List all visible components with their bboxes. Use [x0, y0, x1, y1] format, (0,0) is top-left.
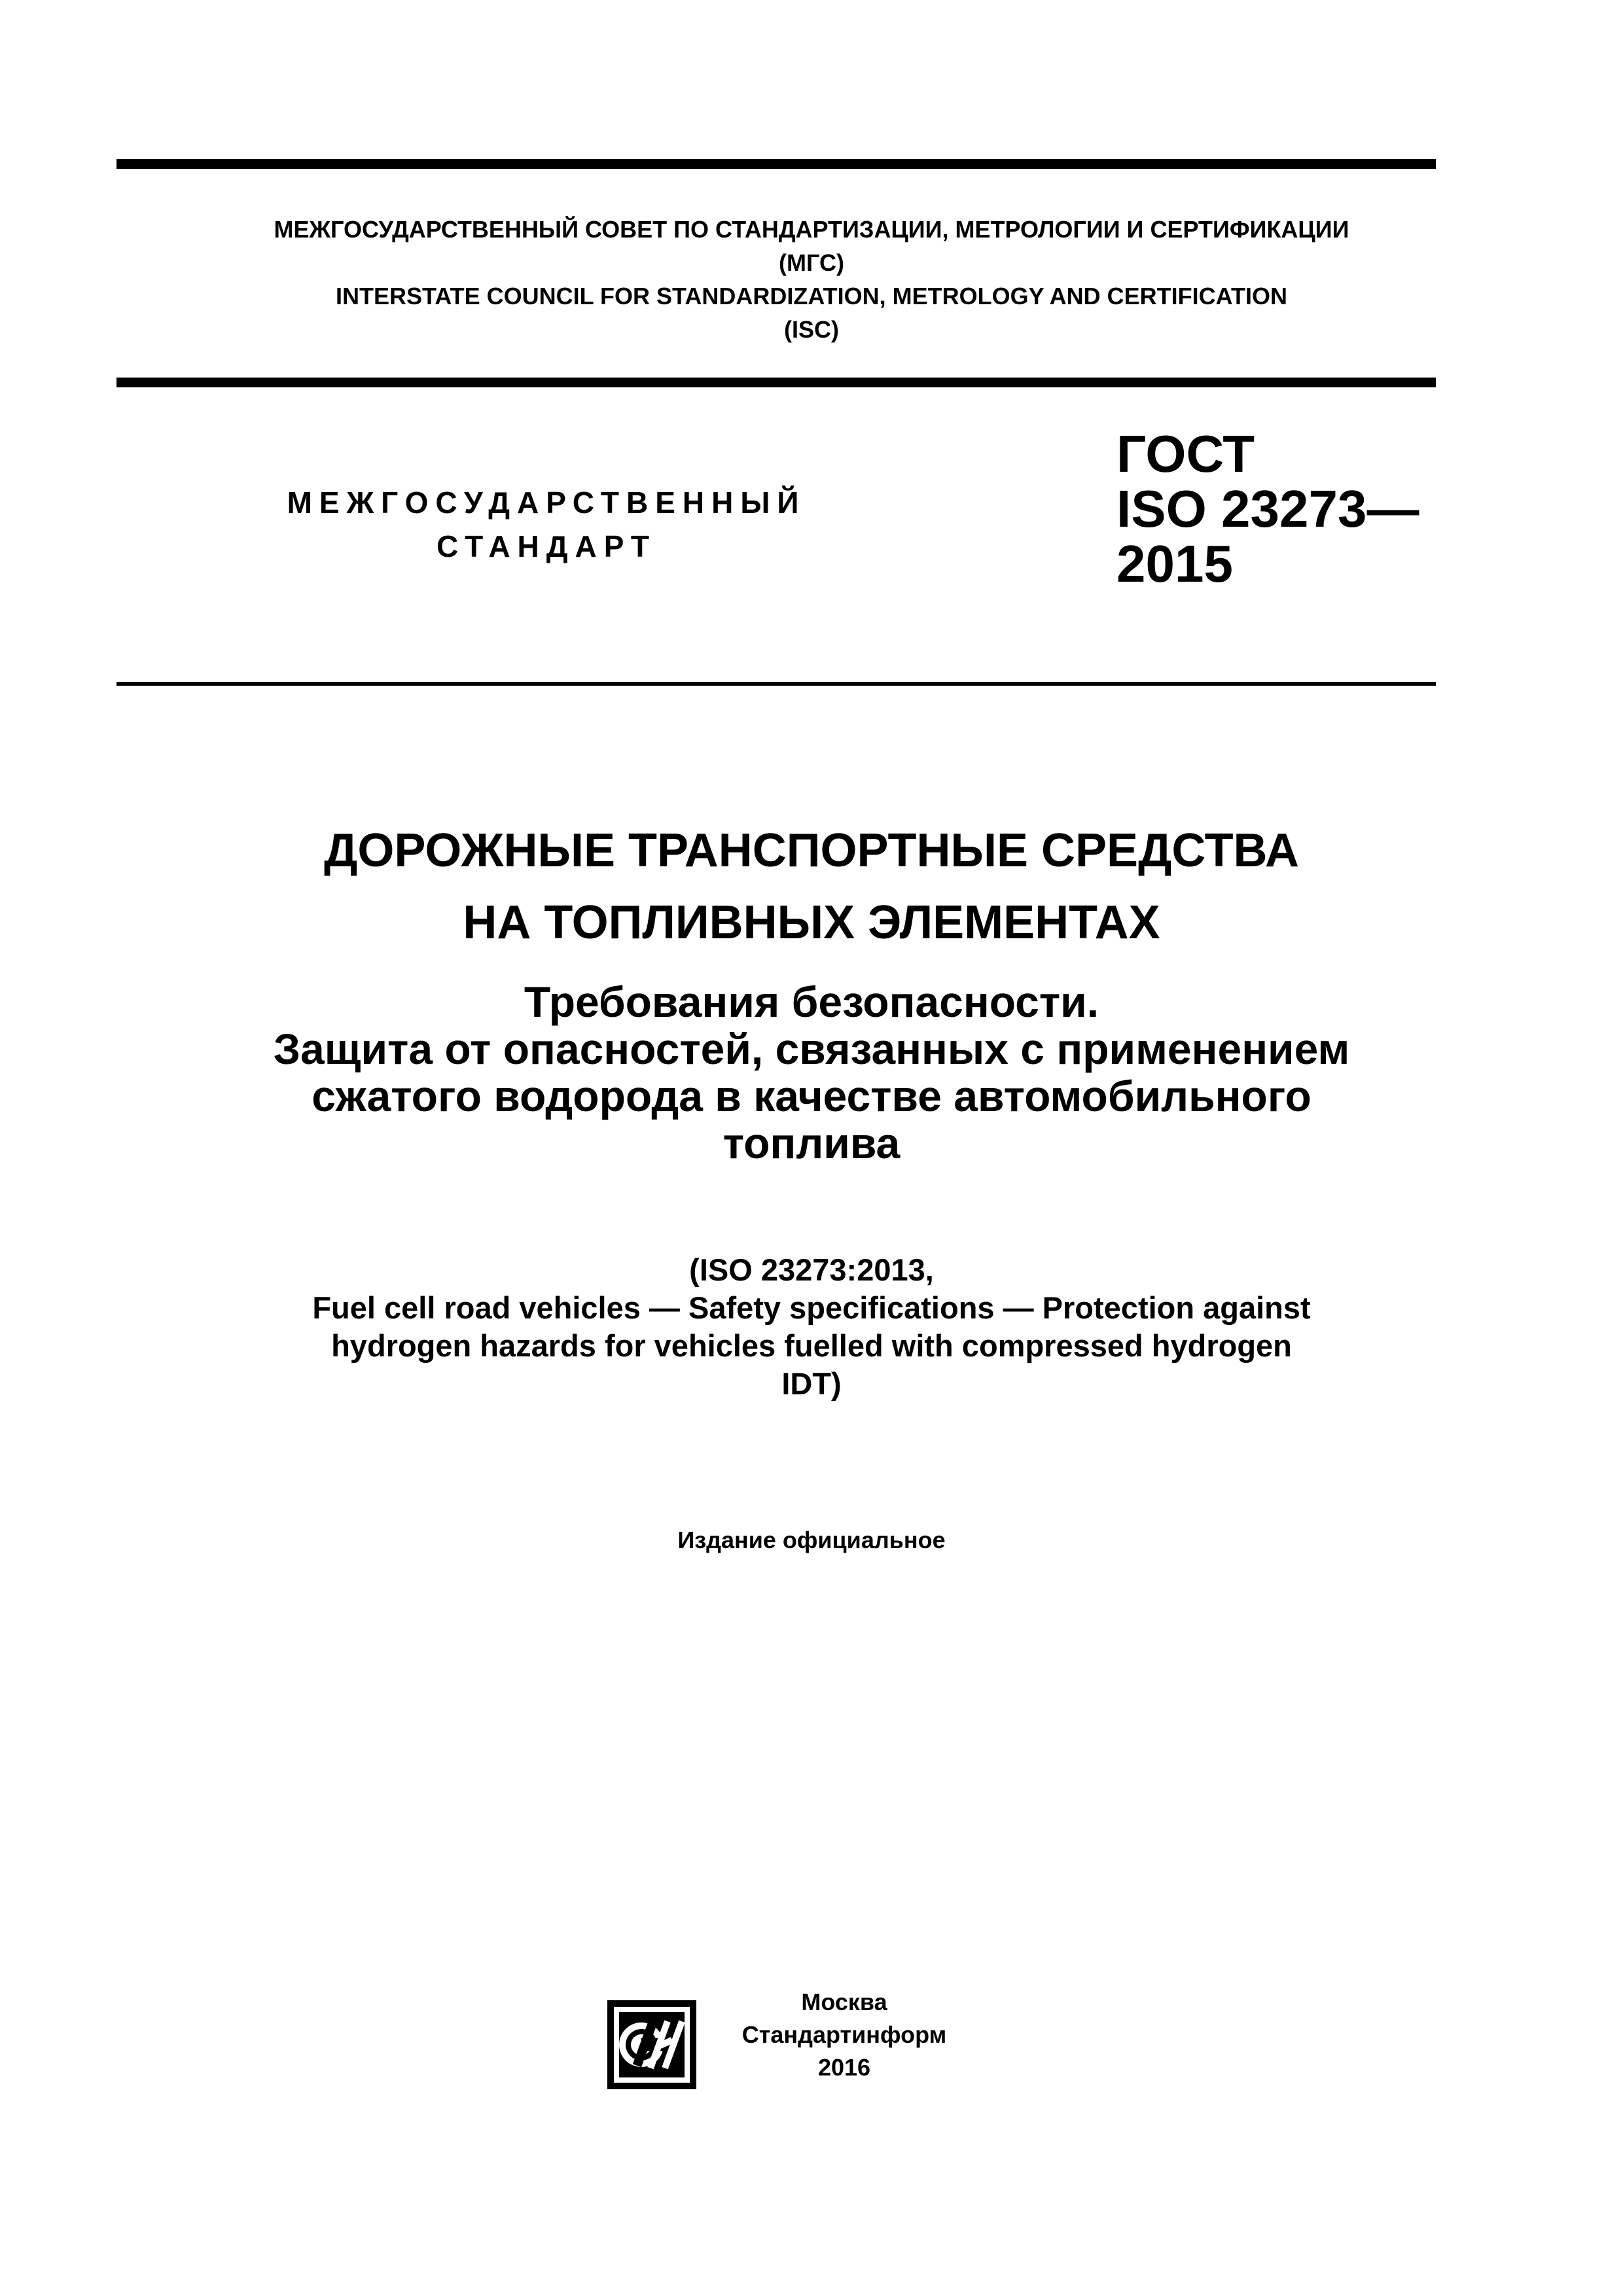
ident-line2: Fuel cell road vehicles — Safety specifications — Protection against: [312, 1290, 1311, 1325]
standard-type: [196, 481, 897, 569]
standard-type-line1: МЕЖГОСУДАРСТВЕННЫЙ: [287, 486, 806, 520]
subtitle-line2: Защита от опасностей, связанных с применением: [273, 1025, 1350, 1073]
document-title: [0, 815, 1623, 959]
title-line2: НА ТОПЛИВНЫХ ЭЛЕМЕНТАХ: [463, 896, 1160, 949]
subtitle-line1: Требования безопасности.: [524, 978, 1099, 1026]
publisher-year: 2016: [817, 2054, 871, 2081]
council-name-en: INTERSTATE COUNCIL FOR STANDARDIZATION, METROLOGY AND CERTIFICATION: [336, 283, 1287, 309]
identical-standard-reference: [0, 1251, 1623, 1403]
subtitle-line4: топлива: [722, 1119, 901, 1167]
publisher-name: Стандартинформ: [741, 2021, 947, 2048]
ident-line4: IDT): [781, 1366, 842, 1401]
publisher-city: Москва: [801, 1988, 887, 2015]
ident-line1: (ISO 23273:2013,: [689, 1252, 934, 1287]
council-header: [0, 213, 1623, 346]
title-line1: ДОРОЖНЫЕ ТРАНСПОРТНЫЕ СРЕДСТВА: [324, 824, 1299, 877]
council-name-ru: МЕЖГОСУДАРСТВЕННЫЙ СОВЕТ ПО СТАНДАРТИЗАЦИИ, МЕТРОЛОГИИ И СЕРТИФИКАЦИИ: [274, 216, 1349, 243]
designation-line2: ISO 23273—: [1116, 480, 1419, 538]
ident-line3: hydrogen hazards for vehicles fuelled with compressed hydrogen: [331, 1328, 1292, 1363]
designation-bottom-rule: [116, 682, 1436, 686]
standartinform-logo-icon: [607, 2000, 696, 2089]
document-subtitle: [0, 978, 1623, 1167]
standard-type-line2: СТАНДАРТ: [437, 529, 656, 563]
edition-label: Издание официальное: [677, 1527, 946, 1553]
designation-line3: 2015: [1116, 535, 1233, 593]
standard-designation: [1116, 427, 1419, 592]
top-rule: [116, 159, 1436, 169]
subtitle-line3: сжатого водорода в качестве автомобильного: [312, 1072, 1311, 1120]
council-abbr-en: (ISC): [784, 316, 839, 343]
publisher-block: [707, 1986, 982, 2084]
council-bottom-rule: [116, 378, 1436, 387]
council-abbr-ru: (МГС): [779, 249, 844, 276]
designation-line1: ГОСТ: [1116, 425, 1255, 483]
